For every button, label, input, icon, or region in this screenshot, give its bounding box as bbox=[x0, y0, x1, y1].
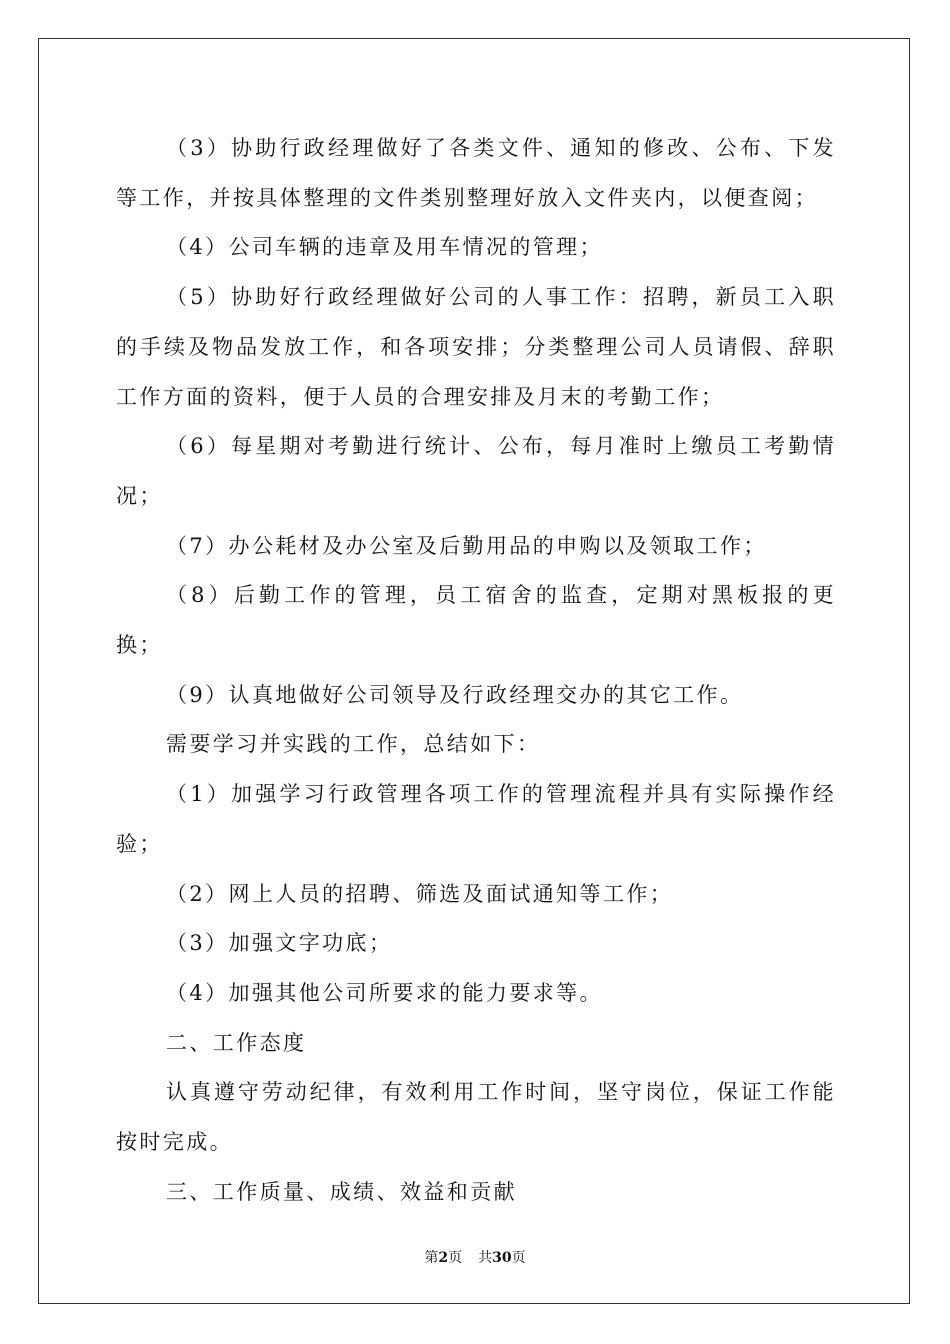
paragraph: （4）公司车辆的违章及用车情况的管理； bbox=[166, 235, 603, 260]
page-number: 2 bbox=[438, 1250, 449, 1266]
paragraph: （1）加强学习行政管理各项工作的管理流程并具有实际操作经验； bbox=[116, 782, 836, 856]
paragraph: （9）认真地做好公司领导及行政经理交办的其它工作。 bbox=[166, 682, 744, 707]
paragraph: （7）办公耗材及办公室及后勤用品的申购以及领取工作； bbox=[166, 533, 767, 558]
paragraph: （5）协助好行政经理做好公司的人事工作：招聘，新员工入职的手续及物品发放工作，和各项安排；分类整理公司人员请假、辞职工作方面的资料，便于人员的合理安排及月末的考勤工作； bbox=[116, 285, 836, 409]
paragraph: 认真遵守劳动纪律，有效利用工作时间，坚守岗位，保证工作能按时完成。 bbox=[116, 1080, 836, 1155]
paragraph: （3）协助行政经理做好了各类文件、通知的修改、公布、下发等工作，并按具体整理的文件类别整理好放入文件夹内，以便查阅； bbox=[116, 136, 836, 210]
paragraph: （8）后勤工作的管理，员工宿舍的监查，定期对黑板报的更换； bbox=[116, 583, 836, 658]
section-heading: 三、工作质量、成绩、效益和贡献 bbox=[166, 1179, 517, 1204]
paragraph: （6）每星期对考勤进行统计、公布，每月准时上缴员工考勤情况； bbox=[116, 434, 836, 508]
page-footer bbox=[0, 1247, 950, 1267]
section-heading: 二、工作态度 bbox=[166, 1030, 307, 1055]
paragraph: （2）网上人员的招聘、筛选及面试通知等工作； bbox=[166, 881, 674, 906]
footer-prefix: 第 bbox=[424, 1250, 439, 1266]
total-pages: 30 bbox=[492, 1250, 512, 1266]
footer-page-unit: 页 bbox=[448, 1250, 463, 1266]
paragraph: 需要学习并实践的工作，总结如下： bbox=[166, 732, 541, 757]
document-body bbox=[116, 124, 836, 1217]
paragraph: （3）加强文字功底； bbox=[166, 931, 393, 956]
footer-total-prefix: 共 bbox=[478, 1250, 493, 1266]
footer-total-unit: 页 bbox=[511, 1250, 526, 1266]
paragraph: （4）加强其他公司所要求的能力要求等。 bbox=[166, 980, 603, 1005]
